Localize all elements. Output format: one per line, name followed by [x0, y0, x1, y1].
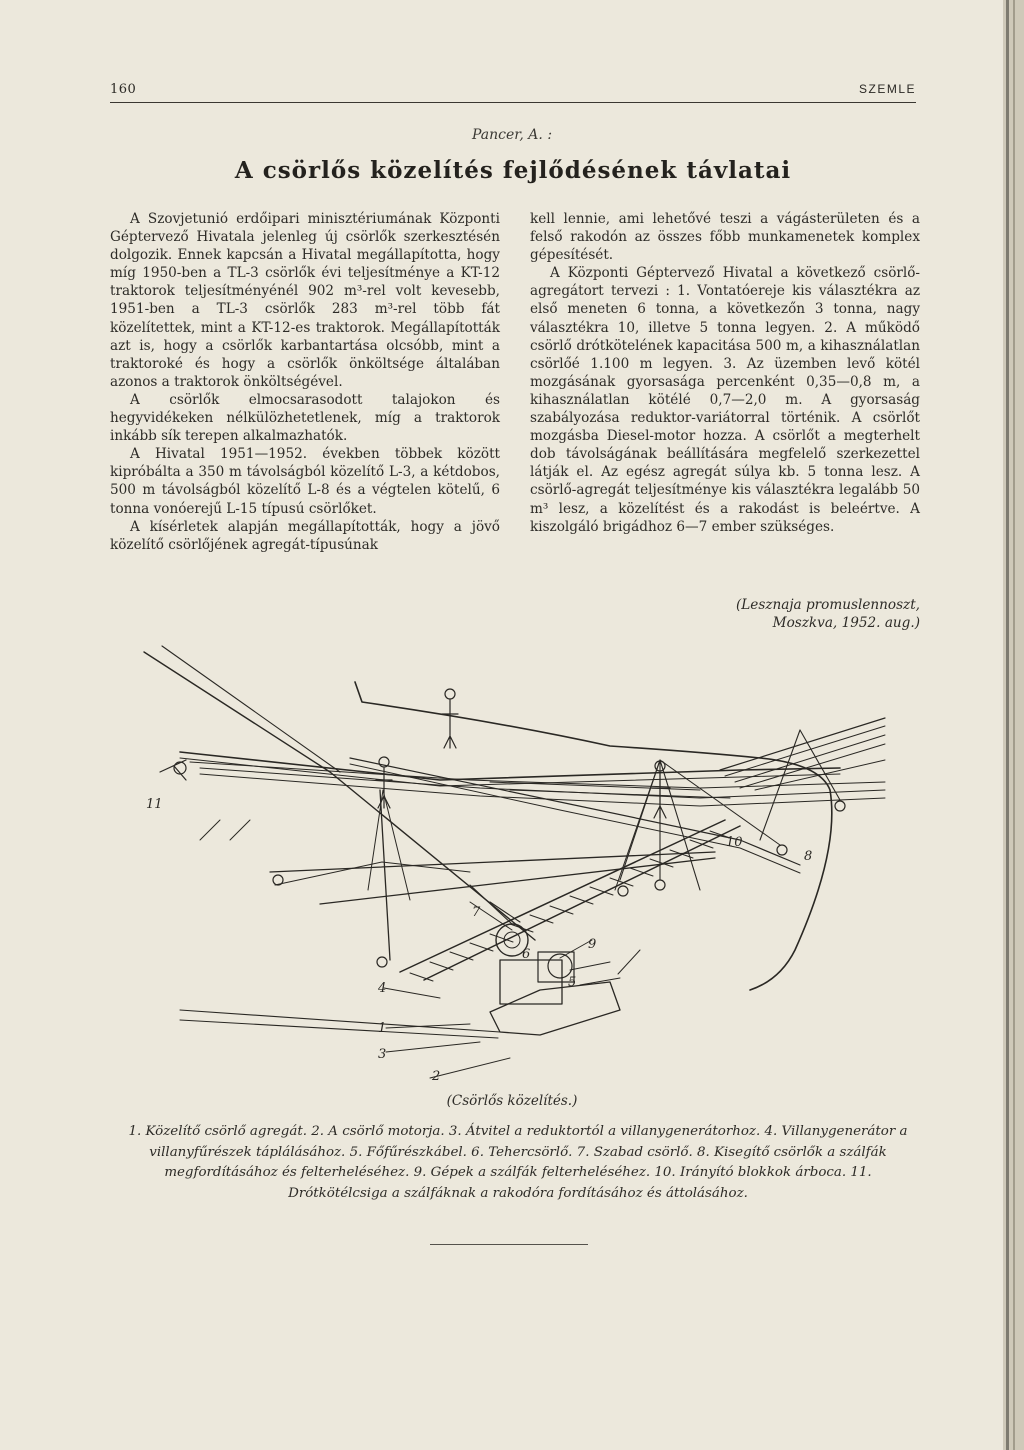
paragraph: A csörlők elmocsarasodott talajokon és hegyvidékeken nélkülözhetetlenek, míg a traktorok inkább sík terepen alkalmazhatók.: [110, 391, 500, 445]
figure-label: 7: [472, 905, 481, 920]
article-author: Pancer, A. :: [471, 127, 553, 143]
header-rule: [110, 102, 916, 103]
paragraph: A kísérletek alapján megállapították, hogy a jövő közelítő csörlőjének agregát-típusúnak: [110, 518, 500, 553]
figure-legend: 1. Közelítő csörlő agregát. 2. A csörlő motorja. 3. Átvitel a reduktortól a villanygenerátorhoz. 4. Villanygenerátor a villanyfűrészek táplálásához. 5. Főfűrészkábel. 6. Tehercsörlő. 7. Szabad csörlő. 8. Kisegítő csörlők a szálfák megfordításához és felterheléséhez. 9. Gépek a szálfák felterheléséhez. 10. Irányító blokkok árboca. 11. Drótkötélcsiga a szálfáknak a rakodóra fordításához és áttolásához.: [128, 1124, 908, 1201]
paragraph: kell lennie, ami lehetővé teszi a vágásterületen és a felső rakodón az összes főbb munkamenetek komplex gépesítését.: [530, 211, 920, 264]
figure-label: 10: [726, 835, 743, 850]
source-citation: [530, 596, 920, 632]
page-edge-line: [1006, 0, 1009, 1450]
winch-skidding-illustration: [140, 640, 900, 1092]
figure-label: 3: [378, 1047, 387, 1062]
page-edge-line-inner: [1013, 0, 1015, 1450]
figure-label: 9: [588, 937, 597, 952]
source-line: (Lesznaja promuslennoszt,: [735, 597, 920, 613]
figure-label: 8: [804, 849, 813, 864]
left-column: [110, 210, 500, 554]
article-title: A csörlős közelítés fejlődésének távlatai: [234, 157, 792, 184]
figure-label: 4: [378, 981, 387, 996]
paragraph: A Hivatal 1951—1952. években többek között kipróbálta a 350 m távolságból közelítő L-3, a kétdobos, 500 m távolságból közelítő L-8 és a végtelen kötelű, 6 tonna vonóerejű L-15 típusú csörlőket.: [110, 446, 500, 517]
end-rule: [430, 1244, 588, 1245]
figure-label: 6: [522, 947, 531, 962]
figure-label: 2: [432, 1069, 441, 1084]
figure-label: 5: [568, 975, 577, 990]
paragraph: A Szovjetunió erdőipari minisztériumának Központi Géptervező Hivatala jelenleg új csörlők szerkesztésén dolgozik. Ennek kapcsán a Hivatal megállapította, hogy míg 1950-ben a TL-3 csörlők évi teljesítménye a KT-12 traktorok teljesítményénél 902 m³-rel volt kevesebb, 1951-ben a TL-3 csörlők 283 m³-rel több fát közelítettek, mint a KT-12-es traktorok. Megállapították azt is, hogy a csörlők karbantartása olcsóbb, mint a traktoroké és hogy a csörlők önköltsége általában azonos a traktorok önköltségével.: [110, 211, 500, 390]
paragraph: A Központi Géptervező Hivatal a következő csörlő-agregátort tervezi : 1. Vontatóereje kis választékra az első meneten 6 tonna, a következőn 3 tonna, nagy választékra 10, illetve 5 tonna legyen. 2. A működő csörlő drótkötelének kapacitása 500 m, a kihasználatlan csörlőé 1.100 m legyen. 3. Az üzemben levő kötél mozgásának gyorsasága percenként 0,35—0,8 m, a kihasználatlan kötélé 0,7—2,0 m. A gyorsaság szabályozása reduktor-variátorral történik. A csörlőt mozgásba Diesel-motor hozza. A csörlőt a megterhelt dob távolságának beállítására megfelelő szerkezettel látják el. Az egész agregát súlya kb. 5 tonna lesz. A csörlő-agregát teljesítménye kis választékra legalább 50 m³ lesz, a közelítést és a rakodást is beleértve. A kiszolgáló brigádhoz 6—7 ember szükséges.: [530, 265, 920, 535]
source-line: Moszkva, 1952. aug.): [772, 615, 920, 632]
right-column: [530, 210, 920, 536]
running-header: [110, 76, 916, 106]
figure-caption: (Csörlős közelítés.): [446, 1093, 578, 1109]
page-number: 160: [110, 82, 137, 97]
figure-label: 11: [146, 797, 163, 812]
journal-section: SZEMLE: [858, 82, 916, 96]
figure-label: 1: [378, 1021, 387, 1036]
